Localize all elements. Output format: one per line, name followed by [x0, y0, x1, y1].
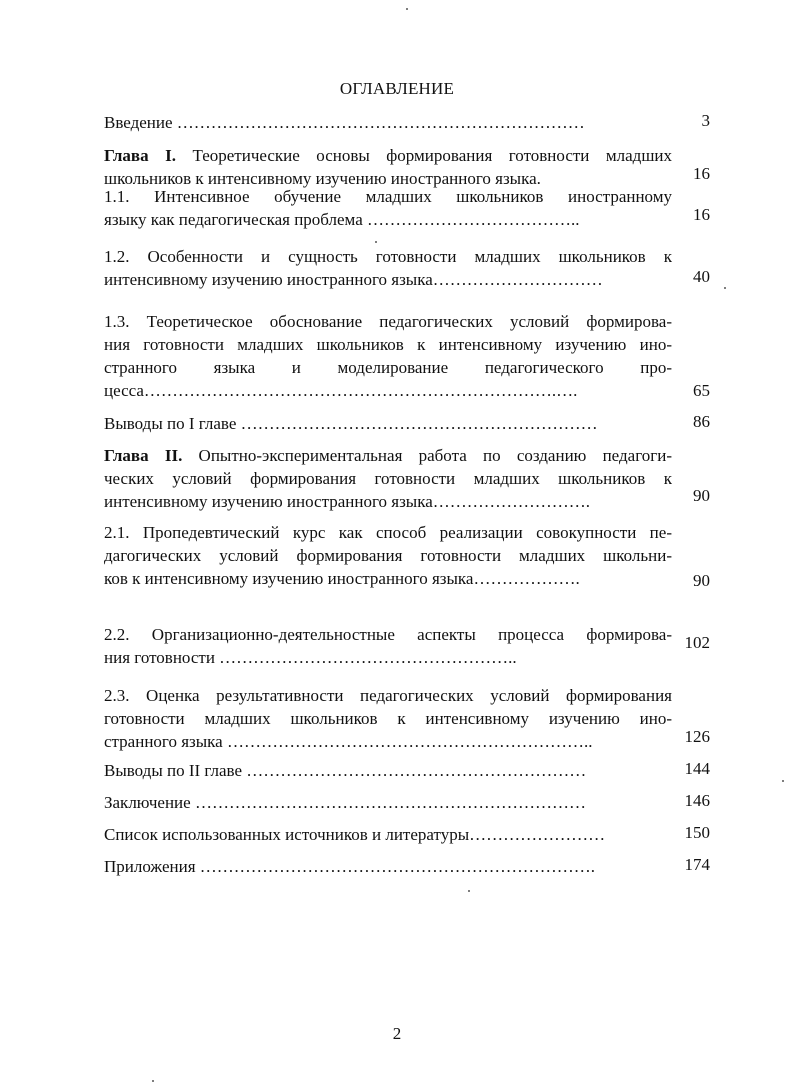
toc-page-number: 174	[684, 855, 710, 874]
toc-entry-line: 1.3. Теоретическое обоснование педагогических условий формирова-	[104, 312, 672, 331]
toc-entry-line: дагогических условий формирования готовности младших школьни-	[104, 546, 672, 565]
chapter-label: Глава II.	[104, 446, 183, 465]
page-number: 2	[392, 1024, 402, 1043]
toc-entry	[104, 412, 672, 435]
toc-entry	[104, 144, 672, 190]
toc-entry	[104, 521, 672, 590]
toc-entry-line: Выводы по I главе ………………………………………………………	[104, 414, 598, 433]
toc-page-number: 90	[693, 486, 710, 505]
toc-entry-line: Приложения …………………………………………………………….	[104, 857, 596, 876]
toc-entry	[104, 855, 672, 878]
toc-entry-line: школьников к интенсивному изучению иностранного языка.	[104, 169, 541, 188]
toc-page-number: 65	[693, 381, 710, 400]
toc-entry-line: ния готовности ……………………………………………..	[104, 648, 517, 667]
toc-entry-line: странного языка и моделирование педагогического про-	[104, 358, 672, 377]
toc-entry	[104, 623, 672, 669]
toc-entry-line: 2.2. Организационно-деятельностные аспекты процесса формирова-	[104, 625, 672, 644]
toc-page-number: 144	[684, 759, 710, 778]
toc-entry-line: языку как педагогическая проблема ………………………………..	[104, 210, 580, 229]
toc-entry	[104, 245, 672, 291]
toc-entry-line: ков к интенсивному изучению иностранного языка……………….	[104, 569, 580, 588]
toc-page-number: 150	[684, 823, 710, 842]
toc-page-number: 146	[684, 791, 710, 810]
scan-speck	[782, 780, 784, 782]
chapter-label: Глава I.	[104, 146, 176, 165]
toc-entry	[104, 684, 672, 753]
toc-entry-line: готовности младших школьников к интенсивному изучению ино-	[104, 709, 672, 728]
toc-entry-line: 2.1. Пропедевтический курс как способ реализации совокупности пе-	[104, 523, 672, 542]
toc-entry-line: ческих условий формирования готовности младших школьников к	[104, 469, 672, 488]
toc-page-number: 16	[693, 164, 710, 183]
toc-entry-line: 1.2. Особенности и сущность готовности младших школьников к	[104, 247, 672, 266]
toc-entry-line: интенсивному изучению иностранного языка…………………………	[104, 270, 603, 289]
toc-title: ОГЛАВЛЕНИЕ	[339, 79, 455, 98]
toc-entry-line: Выводы по II главе ……………………………………………………	[104, 761, 587, 780]
toc-entry-line: Глава I. Теоретические основы формирования готовности младших	[104, 146, 673, 165]
toc-entry-line: 2.3. Оценка результативности педагогических условий формирования	[104, 686, 672, 705]
toc-entry-line: цесса……………………………………………………………….….	[104, 381, 578, 400]
toc-entry	[104, 823, 672, 846]
scan-speck	[152, 1080, 154, 1082]
toc-entry	[104, 759, 672, 782]
toc-entry-line: Заключение ……………………………………………………………	[104, 793, 586, 812]
scan-speck	[724, 287, 726, 289]
toc-entry-line: 1.1. Интенсивное обучение младших школьников иностранному	[104, 187, 672, 206]
toc-entry-line: ния готовности младших школьников к интенсивному изучению ино-	[104, 335, 672, 354]
toc-entry-line: интенсивному изучению иностранного языка……………………….	[104, 492, 591, 511]
toc-page-number: 126	[684, 727, 710, 746]
toc-entry-line: Глава II. Опытно-экспериментальная работа по созданию педагоги-	[104, 446, 672, 465]
toc-entry	[104, 111, 672, 134]
toc-page-number: 3	[701, 111, 710, 130]
toc-entry	[104, 791, 672, 814]
toc-entry-line: Введение ………………………………………………………………	[104, 113, 585, 132]
scan-speck	[375, 241, 377, 243]
toc-page-number: 90	[693, 571, 710, 590]
toc-entry-line: странного языка ………………………………………………………..	[104, 732, 593, 751]
scan-speck	[468, 890, 470, 892]
toc-page-number: 40	[693, 267, 710, 286]
toc-page-number: 16	[693, 205, 710, 224]
toc-entry	[104, 444, 672, 513]
toc-entry	[104, 310, 672, 402]
toc-page-number: 86	[693, 412, 710, 431]
toc-entry	[104, 185, 672, 231]
toc-entry-line: Список использованных источников и литературы……………………	[104, 825, 606, 844]
scan-speck	[406, 8, 408, 10]
toc-page-number: 102	[684, 633, 710, 652]
